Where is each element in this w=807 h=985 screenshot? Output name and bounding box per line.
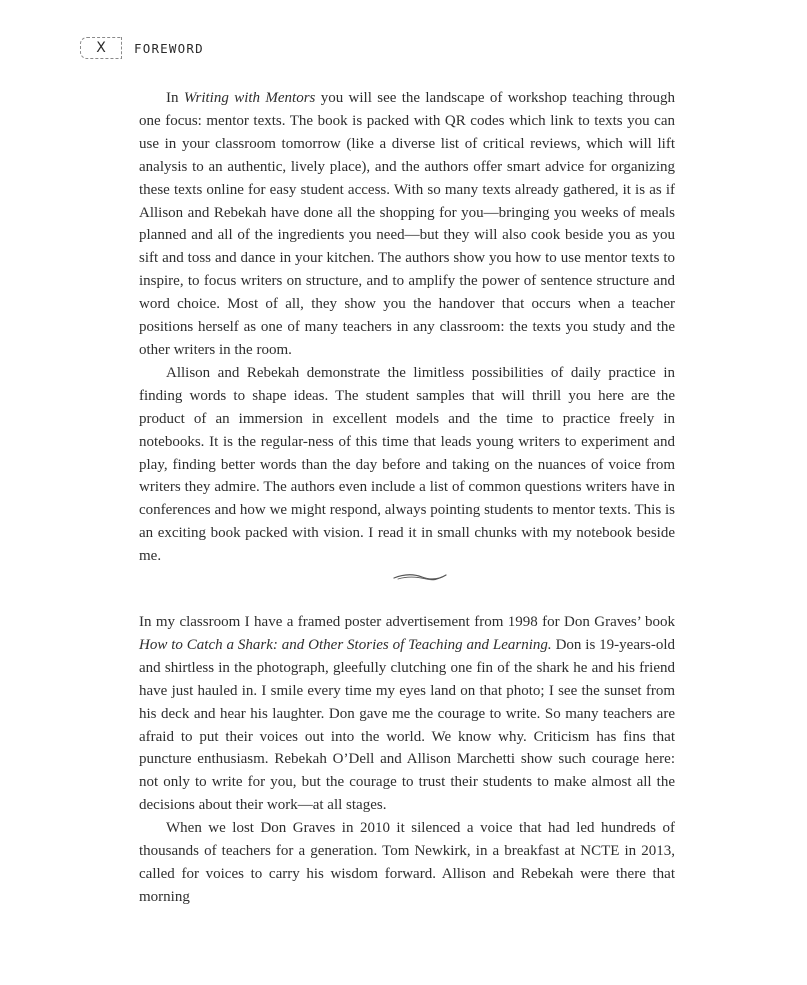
paragraph-2: Allison and Rebekah demonstrate the limitless possibilities of daily practice in finding words to shape ideas. The student samples that will thrill you here are the product of an immersion in excellent models and the time to practice freely in notebooks. It is the regular-ness of this time that leads young writers to experiment and play, finding better words than the day before and taking on the nuances of voice from writers they admire. The authors even include a list of common questions writers have in conferences and how we might respond, always pointing students to mentor texts. This is an exciting book packed with vision. I read it in small chunks with my notebook beside me. (139, 364, 675, 565)
page-number-text: X (96, 40, 106, 56)
paragraph-1 (139, 87, 675, 362)
paragraph-3-lead: In my classroom I have a framed poster advertisement from 1998 for Don Graves’ book (139, 614, 675, 630)
running-head: FOREWORD (134, 40, 204, 56)
page-number (80, 37, 122, 59)
paragraph-3-body: Don is 19-years-old and shirtless in the photograph, gleefully clutching one fin of the shark he and his friend have just hauled in. I smile every time my eyes land on that photo; I see the sunset from his deck and hear his laughter. Don gave me the courage to write. So many teachers are afraid to put their voices out into the world. We know why. Criticism has fins that puncture enthusiasm. Rebekah O’Dell and Allison Marchetti show such courage here: not only to write for you, but the courage to trust their students to make almost all the decisions about their work—at all stages. (139, 636, 675, 814)
section-two (139, 611, 675, 909)
page-header (80, 36, 204, 60)
paragraph-3 (139, 611, 675, 817)
flourish-divider-icon (392, 570, 448, 584)
book-title-how-to-catch-a-shark: How to Catch a Shark: and Other Stories of Teaching and Learning. (139, 636, 552, 653)
section-one (139, 87, 675, 568)
book-title-writing-with-mentors: Writing with Mentors (183, 90, 316, 106)
paragraph-1-lead: In (166, 90, 184, 106)
paragraph-1-body: you will see the landscape of workshop teaching through one focus: mentor texts. The book is packed with QR codes which link to texts you can use in your classroom tomorrow (like a diverse list of critical reviews, which will lift analysis to an authentic, lively place), and the authors offer smart advice for organizing these texts online for easy student access. With so many texts already gathered, it is as if Allison and Rebekah have done all the shopping for you—bringing you weeks of meals planned and all of the ingredients you need—but they will also cook beside you as you sift and toss and dance in your kitchen. The authors show you how to use mentor texts to inspire, to focus writers on structure, and to amplify the power of sentence structure and word choice. Most of all, they show you the handover that occurs when a teacher positions herself as one of many teachers in any classroom: the texts you study and the other writers in the room. (139, 90, 676, 358)
paragraph-4: When we lost Don Graves in 2010 it silenced a voice that had led hundreds of thousands of teachers for a generation. Tom Newkirk, in a breakfast at NCTE in 2013, called for voices to carry his wisdom forward. Allison and Rebekah were there that morning (139, 820, 675, 905)
